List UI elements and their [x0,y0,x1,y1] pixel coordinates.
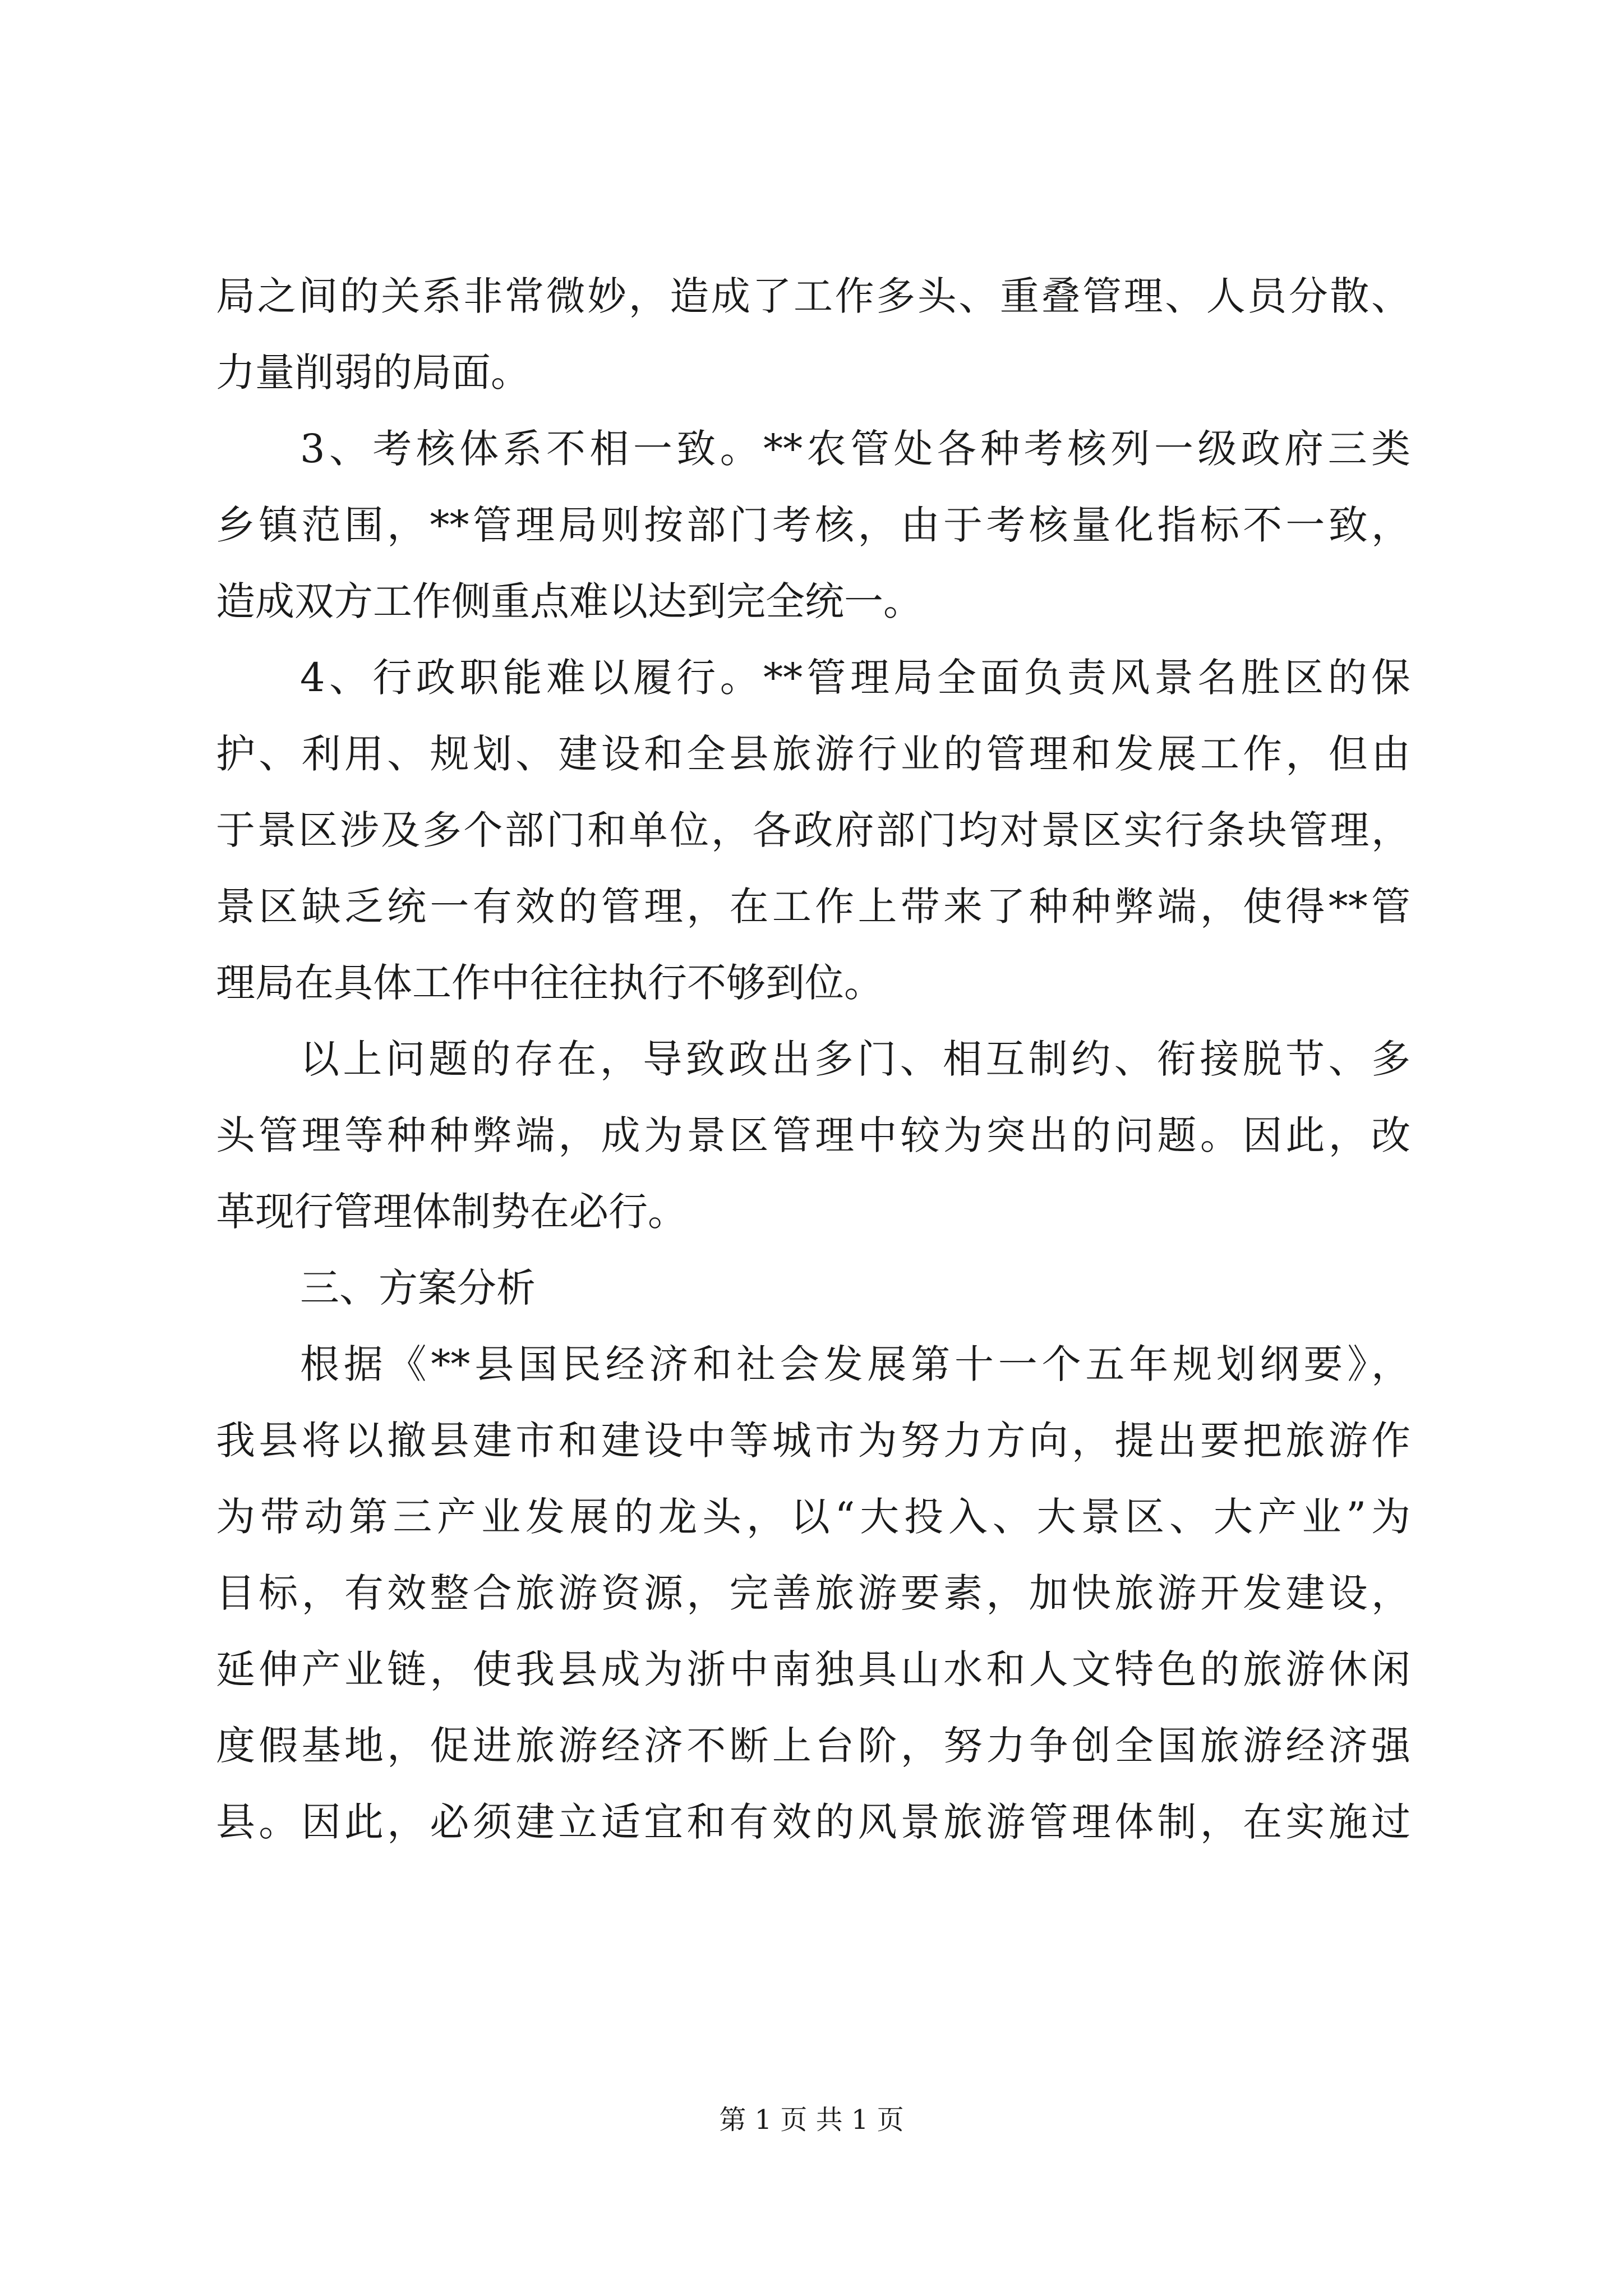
paragraph-line: 革现行管理体制势在必行。 [216,1189,687,1235]
paragraph-line: 根据《**县国民经济和社会发展第十一个五年规划纲要》， [300,1341,1410,1387]
paragraph-line: 度假基地，促进旅游经济不断上台阶，努力争创全国旅游经济强 [216,1723,1410,1769]
document-body [216,258,1410,1860]
paragraph-line: 于景区涉及多个部门和单位，各政府部门均对景区实行条块管理， [216,807,1410,853]
paragraph-line: 头管理等种种弊端，成为景区管理中较为突出的问题。因此，改 [216,1112,1410,1158]
paragraph-line: 造成双方工作侧重点难以达到完全统一。 [216,578,923,624]
paragraph-line: 乡镇范围，**管理局则按部门考核，由于考核量化指标不一致， [216,502,1410,548]
paragraph-line: 3、考核体系不相一致。**农管处各种考核列一级政府三类 [300,426,1410,472]
paragraph-line: 我县将以撤县建市和建设中等城市为努力方向，提出要把旅游作 [216,1418,1410,1464]
paragraph-line: 护、利用、规划、建设和全县旅游行业的管理和发展工作，但由 [216,731,1410,777]
section-heading: 三、方案分析 [300,1265,536,1311]
paragraph-line: 4、行政职能难以履行。**管理局全面负责风景名胜区的保 [300,655,1410,701]
paragraph-line: 目标，有效整合旅游资源，完善旅游要素，加快旅游开发建设， [216,1570,1410,1616]
paragraph-line: 为带动第三产业发展的龙头，以“大投入、大景区、大产业”为 [216,1494,1410,1540]
paragraph-line: 县。因此，必须建立适宜和有效的风景旅游管理体制，在实施过 [216,1799,1410,1845]
paragraph-line: 景区缺乏统一有效的管理，在工作上带来了种种弊端，使得**管 [216,884,1410,930]
paragraph-line: 局之间的关系非常微妙，造成了工作多头、重叠管理、人员分散、 [216,273,1410,319]
paragraph-line: 延伸产业链，使我县成为浙中南独具山水和人文特色的旅游休闲 [216,1646,1410,1692]
paragraph-line: 力量削弱的局面。 [216,349,530,395]
paragraph-line: 理局在具体工作中往往执行不够到位。 [216,960,883,1006]
paragraph-line: 以上问题的存在，导致政出多门、相互制约、衔接脱节、多 [300,1036,1410,1082]
page-footer: 第 1 页 共 1 页 [719,2104,904,2136]
